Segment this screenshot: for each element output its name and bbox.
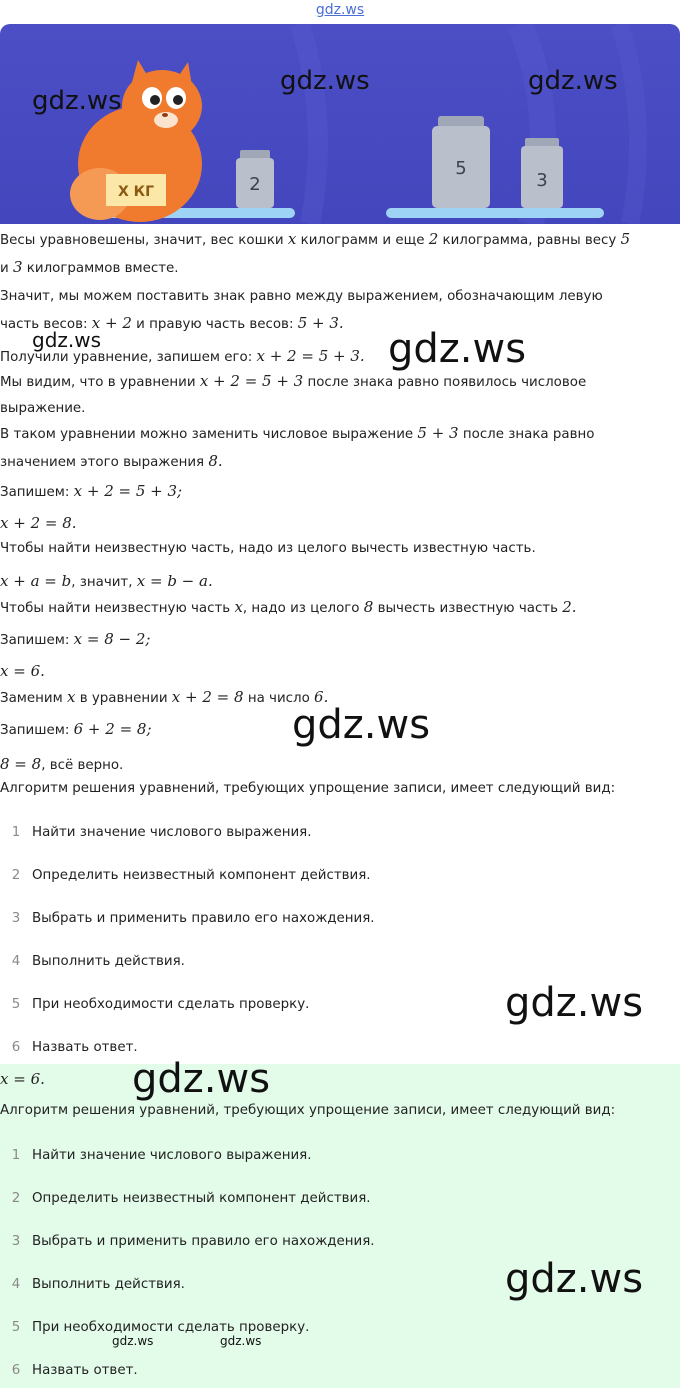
site-watermark-top[interactable]: gdz.ws (315, 2, 365, 18)
svg-text:3: 3 (536, 170, 548, 191)
paragraph-1: Весы уравновешены, значит, вес кошки x килограмм и еще 2 килограмма, равны весу 5 и 3 килограммов вместе. (0, 230, 631, 276)
svg-text:2: 2 (249, 174, 261, 195)
paragraph-13: Заменим x в уравнении x + 2 = 8 на число 6. (0, 688, 329, 706)
algorithm-heading: Алгоритм решения уравнений, требующих упрощение записи, имеет следующий вид: (0, 781, 616, 796)
list-item: 2 Определить неизвестный компонент действия. (11, 868, 371, 883)
watermark: gdz.ws (32, 86, 122, 116)
paragraph-11: Запишем: x = 8 − 2; (0, 630, 151, 648)
list-item: 4 Выполнить действия. (11, 1277, 185, 1292)
paragraph-8: Чтобы найти неизвестную часть, надо из целого вычесть известную часть. (0, 541, 536, 556)
list-item: 4 Выполнить действия. (11, 954, 185, 969)
list-item: 2 Определить неизвестный компонент действия. (11, 1191, 371, 1206)
scales-illustration (0, 24, 680, 224)
list-item: 5 При необходимости сделать проверку. (11, 997, 310, 1012)
watermark: gdz.ws (505, 980, 644, 1026)
list-item: 6 Назвать ответ. (11, 1040, 138, 1055)
watermark: gdz.ws (292, 702, 431, 748)
paragraph-15: 8 = 8, всё верно. (0, 755, 124, 773)
paragraph-6: Запишем: x + 2 = 5 + 3; (0, 482, 183, 500)
watermark: gdz.ws (505, 1256, 644, 1302)
list-item: 5 При необходимости сделать проверку. (11, 1320, 310, 1335)
paragraph-5: В таком уравнении можно заменить числовое выражение 5 + 3 после знака равно значением этого выражения 8. (0, 424, 595, 470)
scales-illustration-svg (0, 24, 680, 224)
weight-3 (521, 138, 563, 208)
list-item: 1 Найти значение числового выражения. (11, 825, 312, 840)
list-item: 1 Найти значение числового выражения. (11, 1148, 312, 1163)
right-pan (386, 208, 604, 218)
paragraph-14: Запишем: 6 + 2 = 8; (0, 720, 152, 738)
paragraph-10: Чтобы найти неизвестную часть x, надо из целого 8 вычесть известную часть 2. (0, 598, 577, 616)
paragraph-4: Мы видим, что в уравнении x + 2 = 5 + 3 после знака равно появилось числовое выражение. (0, 372, 587, 416)
answer-algorithm-heading: Алгоритм решения уравнений, требующих упрощение записи, имеет следующий вид: (0, 1103, 616, 1118)
watermark: gdz.ws (280, 66, 370, 96)
watermark: gdz.ws (528, 66, 618, 96)
weight-2 (236, 150, 274, 208)
paragraph-7: x + 2 = 8. (0, 514, 77, 532)
cat-tag-label: Х КГ (117, 184, 155, 200)
list-item: 6 Назвать ответ. (11, 1363, 138, 1378)
list-item: 3 Выбрать и применить правило его нахождения. (11, 1234, 375, 1249)
watermark: gdz.ws (112, 1334, 154, 1348)
paragraph-3: Получили уравнение, запишем его: x + 2 = 5 + 3. (0, 347, 365, 365)
paragraph-2: Значит, мы можем поставить знак равно между выражением, обозначающим левую часть весов: x + 2 и правую часть весов: 5 + 3. (0, 289, 603, 332)
watermark: gdz.ws (32, 328, 102, 352)
list-item: 3 Выбрать и применить правило его нахождения. (11, 911, 375, 926)
answer-value: x = 6. (0, 1070, 45, 1088)
watermark: gdz.ws (220, 1334, 262, 1348)
watermark: gdz.ws (132, 1056, 271, 1102)
svg-text:5: 5 (455, 158, 467, 179)
weight-5 (432, 116, 490, 208)
watermark: gdz.ws (388, 326, 527, 372)
paragraph-9: x + a = b, значит, x = b − a. (0, 572, 213, 590)
paragraph-12: x = 6. (0, 662, 45, 680)
